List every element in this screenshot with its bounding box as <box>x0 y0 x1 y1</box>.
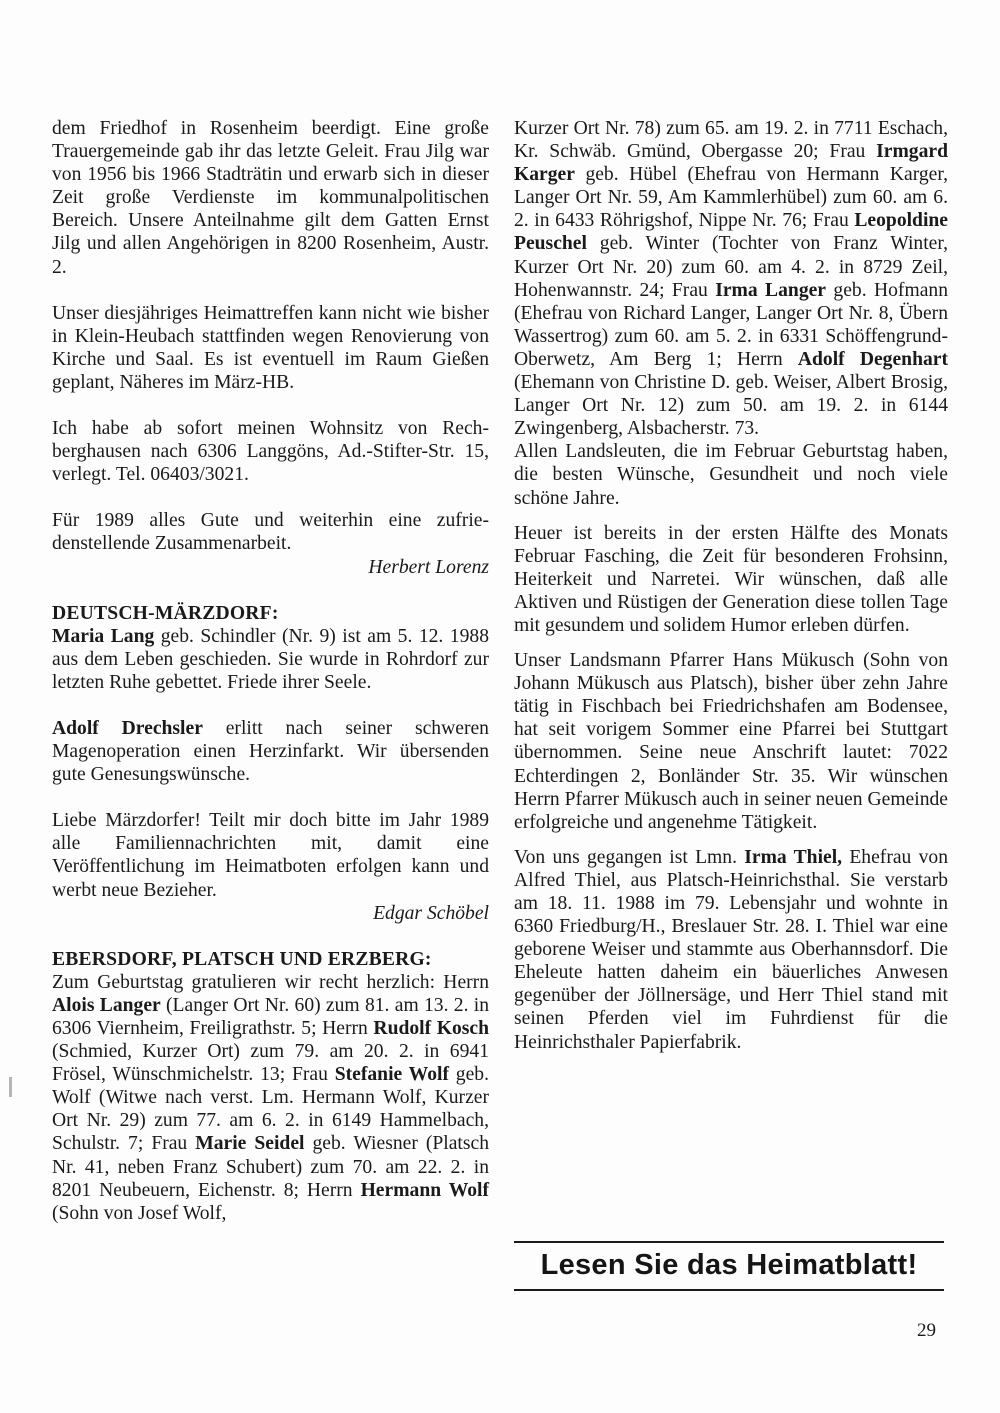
person-name: Irma Thiel, <box>744 846 843 868</box>
paragraph-fasching: Heuer ist bereits in der ersten Hälfte des Monats Februar Fasching, die Zeit für besonderen Frohsinn, Heiterkeit und Narretei. Wir wünschen, daß alle Aktiven und Rüstigen der Generation diese tollen Tage mit gesundem und solidem Humor erleben dürfen. <box>514 522 948 636</box>
person-name: Rudolf Kosch <box>373 1018 489 1039</box>
paragraph-maria-lang: Maria Lang geb. Schindler (Nr. 9) ist am 5. 12. 1988 aus dem Leben geschieden. Sie wurde in Rohrdorf zur letzten Ruhe gebettet. Friede ihrer Seele. <box>52 625 489 693</box>
page-number: 29 <box>917 1320 936 1341</box>
person-name: Adolf Drechsler <box>52 717 203 739</box>
person-name: Maria Lang <box>52 625 155 647</box>
person-name: Stefanie Wolf <box>334 1064 449 1086</box>
person-name: Irmgard Karger <box>514 141 948 186</box>
paragraph-irma-thiel: Von uns gegangen ist Lmn. Irma Thiel, Ehefrau von Alfred Thiel, aus Platsch-Heinrichsthal. Sie verstarb am 18. 11. 1988 im 79. Lebensjahr und wohnte in 6360 Friedburg/H., Breslauer Str. 28. I. Thiel war eine geborene Weiser und stammte aus Oberhannsdorf. Die Eheleute hatten daheim ein bäuerliches Anwesen gegenüber der Jöllnersäge, und Herr Thiel stand mit seinen Pferden viel im Fuhrdienst für die Heinrichsthaler Papierfabrik. <box>514 846 949 1053</box>
paragraph-new-year-wishes: Für 1989 alles Gute und weiterhin eine zufriedenstellende Zusammenarbeit. <box>52 510 489 555</box>
left-column <box>52 117 489 1225</box>
paragraph-birthdays: Zum Geburtstag gratulieren wir recht herzlich: Herrn Alois Langer (Langer Ort Nr. 60) zum 81. am 13. 2. in 6306 Viernheim, Freiligrathstr. 5; Herrn Rudolf Kosch (Schmied, Kurzer Ort) zum 79. am 20. 2. in 6941 Frösel, Wünschmichelstr. 13; Frau Stefanie Wolf geb. Wolf (Witwe nach verst. Lm. Hermann Wolf, Kurzer Ort Nr. 29) zum 77. am 6. 2. in 6149 Hammelbach, Schulstr. 7; Frau Marie Seidel geb. Wiesner (Platsch Nr. 41, neben Franz Schubert) zum 70. am 22. 2. in 8201 Neubeuern, Eichenstr. 8; Herrn Hermann Wolf (Sohn von Josef Wolf, <box>52 971 490 1224</box>
paragraph-jilg-obituary: dem Friedhof in Rosenheim beerdigt. Eine große Trauergemeinde gab ihr das letzte Geleit. Frau Jilg war von 1956 bis 1966 Stadträtin und erwarb sich in dieser Zeit große Verdienste im kommunalpolitischen Bereich. Unsere Anteilnahme gilt dem Gatten Ernst Jilg und allen Angehörigen in 8200 Rosenheim, Austr. 2. <box>52 118 489 278</box>
paragraph-maerzdorfer-appeal: Liebe Märzdorfer! Teilt mir doch bitte im Jahr 1989 alle Familiennachrichten mit, damit eine Veröffentlichung im Heimatboten erfolgen kann und werbt neue Bezieher. <box>52 810 489 901</box>
signature-herbert-lorenz: Herbert Lorenz <box>368 556 489 578</box>
banner-text: Lesen Sie das Heimatblatt! <box>540 1249 918 1281</box>
right-column <box>514 117 948 1054</box>
section-heading-deutsch-maerzdorf: DEUTSCH-MÄRZDORF: <box>52 602 279 624</box>
person-name: Hermann Wolf <box>360 1179 489 1201</box>
paragraph-birthdays-continued: Kurzer Ort Nr. 78) zum 65. am 19. 2. in 7711 Eschach, Kr. Schwäb. Gmünd, Obergasse 20; Frau Irmgard Karger geb. Hübel (Ehefrau von Hermann Karger, Langer Ort Nr. 59, Am Kammlerhübel) zum 60. am 6. 2. in 6433 Röhrigshof, Nippe Nr. 76; Frau Leopoldine Peuschel geb. Winter (Tochter von Franz Winter, Kurzer Ort Nr. 20) zum 60. am 4. 2. in 8729 Zeil, Hohenwannstr. 24; Frau Irma Langer geb. Hofmann (Ehefrau von Richard Langer, Langer Ort Nr. 8, Übern Wassertrog) zum 60. am 5. 2. in 6331 Schöffengrund-Oberwetz, Am Berg 1; Herrn Adolf Degenhart (Ehemann von Christine D. geb. Weiser, Albert Brosig, Langer Ort Nr. 12) zum 50. am 19. 2. in 6144 Zwingenberg, Alsbacherstr. 73. <box>514 118 948 440</box>
paragraph-pfarrer-muekusch: Unser Landsmann Pfarrer Hans Mükusch (Sohn von Johann Mükusch aus Platsch), bisher über zehn Jahre tätig in Fischbach bei Friedrichshafen am Bodensee, hat seit vorigem Sommer eine Pfarrei bei Stuttgart übernommen. Seine neue Anschrift lautet: 7022 Echterdingen 2, Bonländer Str. 35. Wir wünschen Herrn Pfarrer Mükusch auch in seiner neuen Gemeinde erfolgreiche und angenehme Tätigkeit. <box>514 650 948 833</box>
paragraph-birthday-wishes: Allen Landsleuten, die im Februar Geburtstag haben, die besten Wünsche, Gesundheit und noch viele schöne Jahre. <box>514 441 948 509</box>
person-name: Alois Langer <box>52 994 161 1016</box>
paragraph-heimattreffen: Unser diesjähriges Heimattreffen kann nicht wie bisher in Klein-Heubach stattfinden wegen Renovierung von Kirche und Saal. Es ist eventuell im Raum Gießen geplant, Näheres im März-HB. <box>52 302 489 393</box>
signature-edgar-schoebel: Edgar Schöbel <box>373 902 489 924</box>
person-name: Irma Langer <box>715 279 827 301</box>
paragraph-adolf-drechsler: Adolf Drechsler erlitt nach seiner schweren Magenoperation einen Herzinfarkt. Wir übersenden gute Genesungswünsche. <box>52 717 489 786</box>
person-name: Adolf Degenhart <box>797 348 948 370</box>
section-heading-ebersdorf: EBERSDORF, PLATSCH UND ERZBERG: <box>52 948 432 970</box>
person-name: Marie Seidel <box>195 1133 305 1155</box>
heimatblatt-banner <box>514 1241 944 1291</box>
person-name: Leopoldine Peuschel <box>514 210 948 255</box>
paragraph-address-change: Ich habe ab sofort meinen Wohnsitz von Rechberghausen nach 6306 Langgöns, Ad.-Stifter-Str. 15, verlegt. Tel. 06403/3021. <box>52 418 489 486</box>
scan-artifact-mark <box>9 1077 12 1097</box>
banner-bottom-rule <box>514 1289 944 1291</box>
